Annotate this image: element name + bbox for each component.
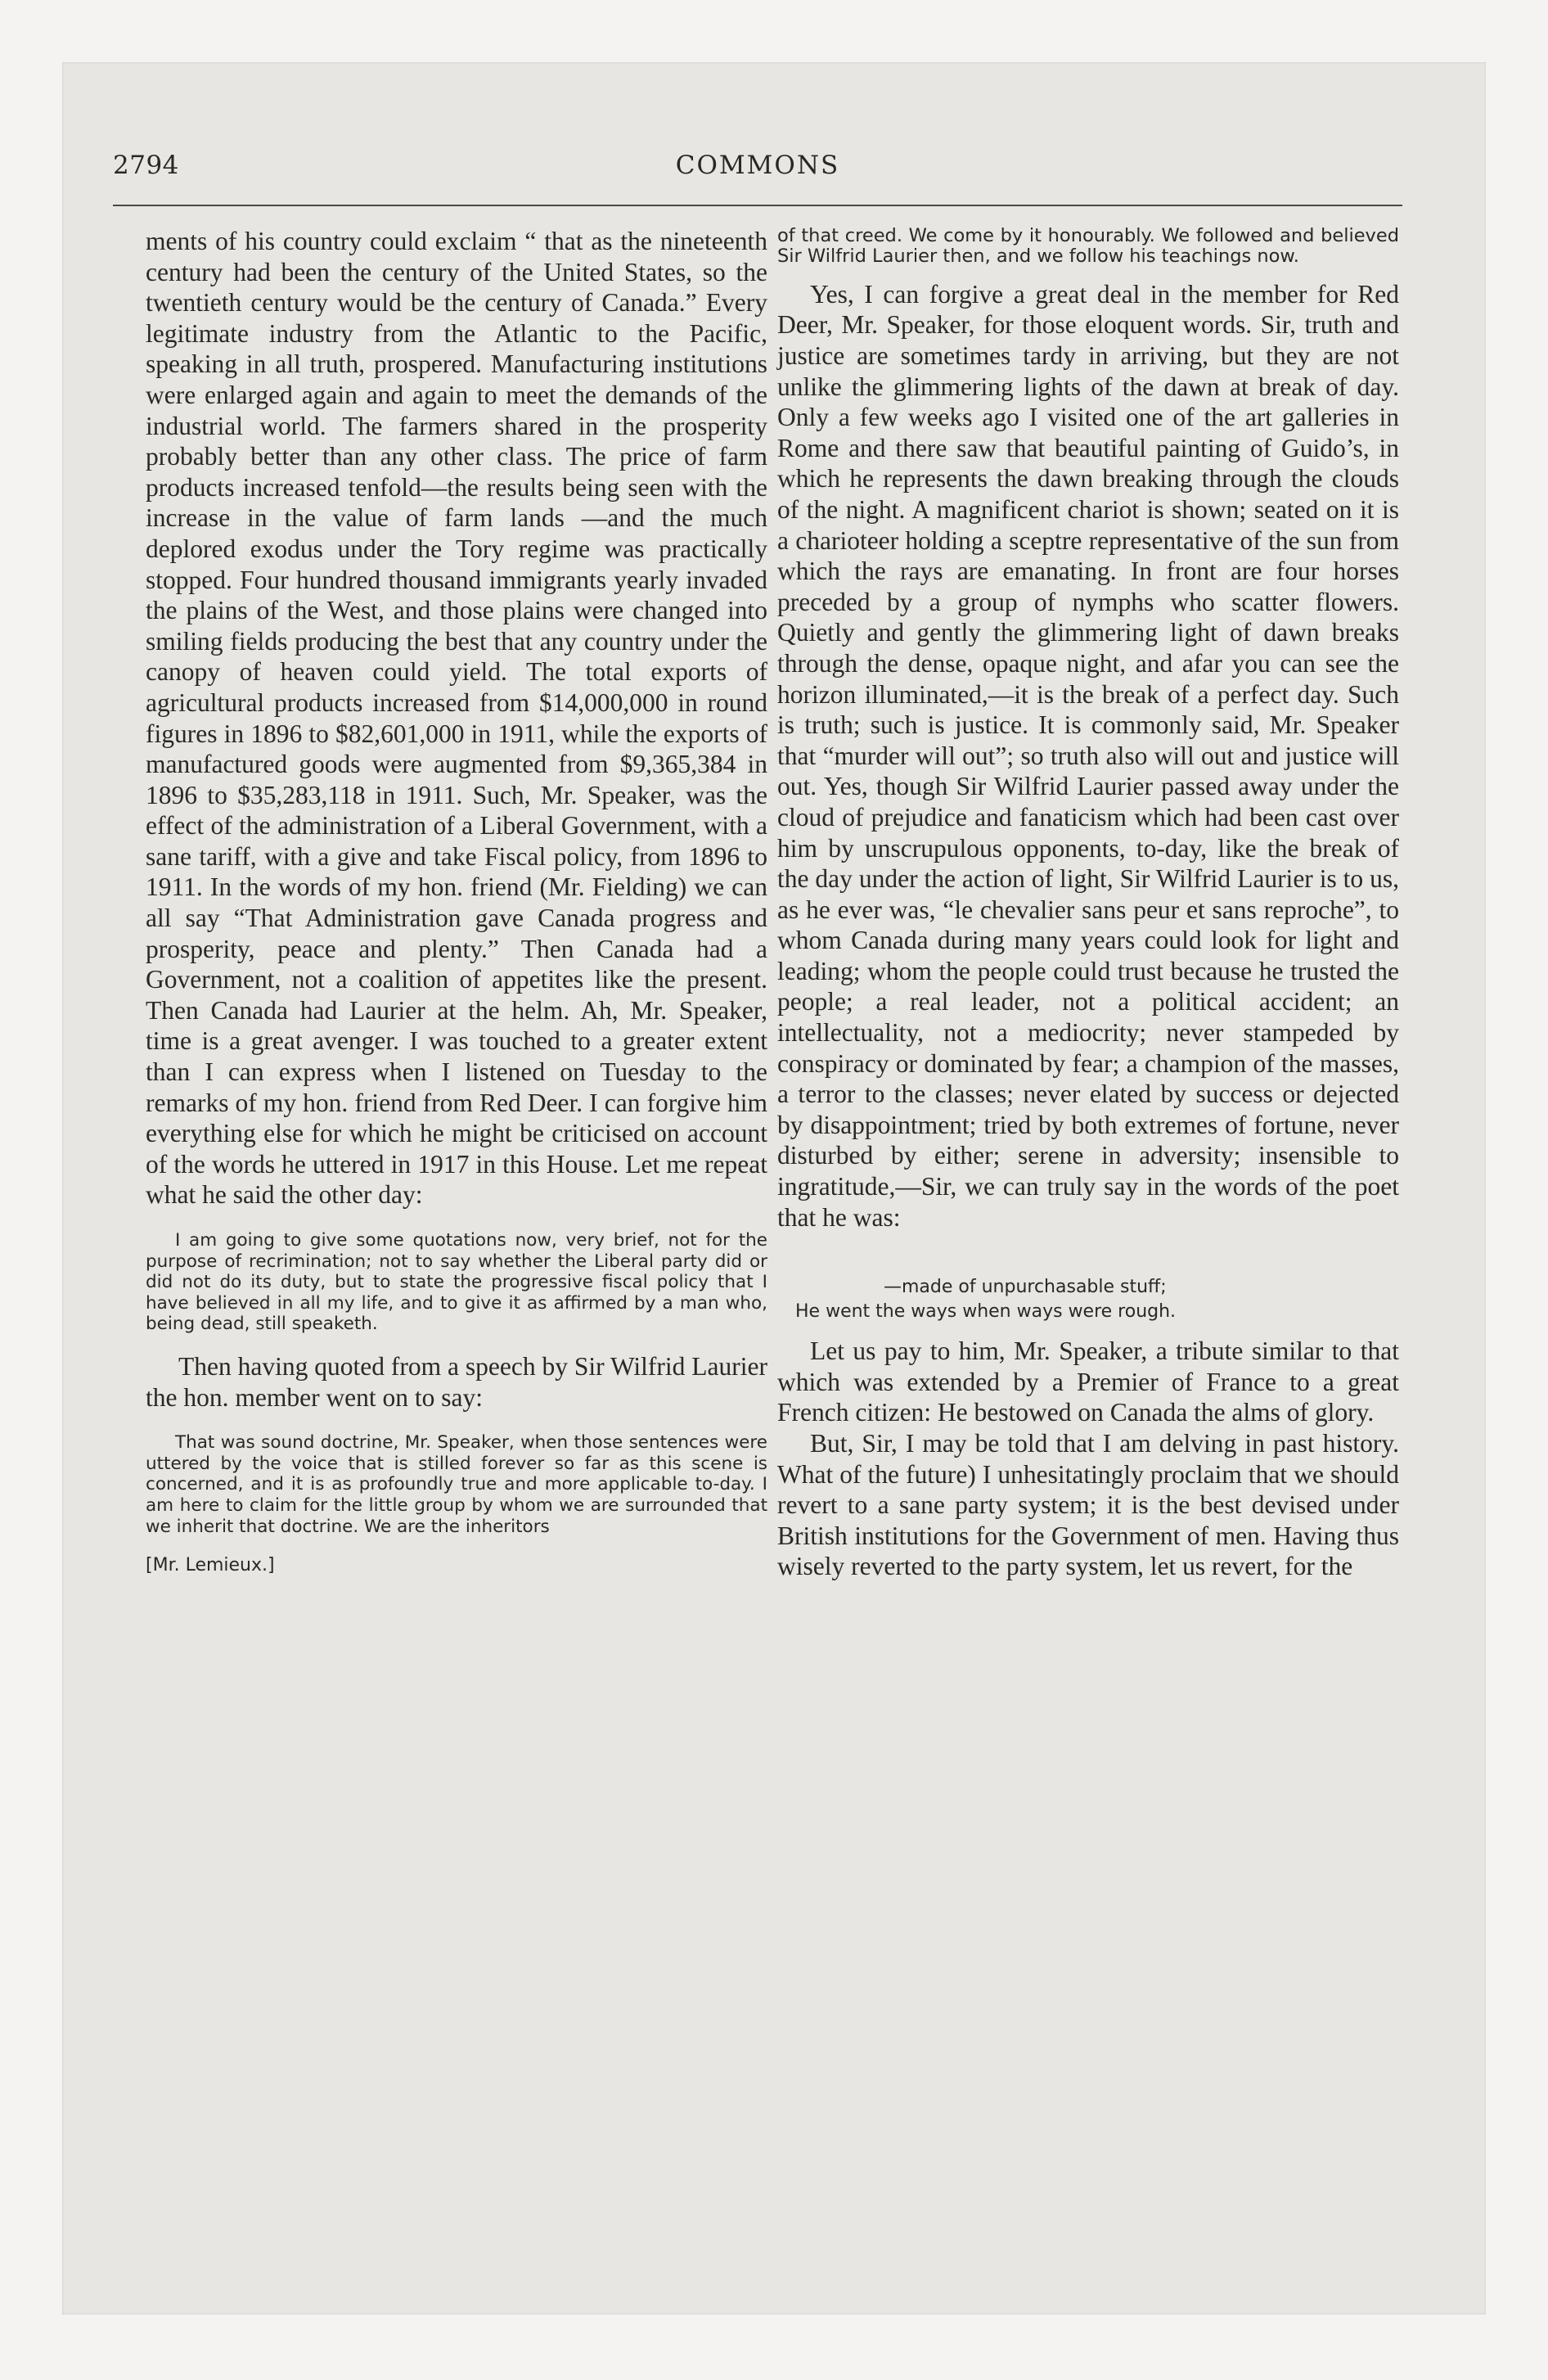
- left-quotation-1: I am going to give some quotations now, very brief, not for the purpose of recrimination; not to say whether the Liberal party did or did not do its duty, but to state the progressive fiscal policy that I have believed in all my life, and to give it as affirmed by a man who, being dead, still speaketh.: [146, 1230, 767, 1335]
- right-paragraph-3: But, Sir, I may be told that I am delving in past history. What of the future) I unhesitatingly proclaim that we should revert to a sane party system; it is the best devised under British institutions for the Government of men. Having thus wisely reverted to the party system, let us revert, for the: [777, 1429, 1399, 1581]
- left-column: [146, 226, 767, 1575]
- page-number: 2794: [113, 151, 179, 180]
- left-quotation-2: That was sound doctrine, Mr. Speaker, when those sentences were uttered by the voice that is stilled forever so far as this scene is concerned, and it is as profoundly true and more applicable to-day. I am here to claim for the little group by whom we are surrounded that we inherit that doctrine. We are the inheritors: [146, 1432, 767, 1537]
- page-header: [113, 151, 1402, 196]
- verse-quotation: [777, 1275, 1399, 1324]
- right-quotation-continued: of that creed. We come by it honourably. We followed and believed Sir Wilfrid Laurier then, and we follow his teachings now.: [777, 225, 1399, 268]
- header-rule: [113, 205, 1402, 206]
- left-paragraph-2: Then having quoted from a speech by Sir Wilfrid Laurier the hon. member went on to say:: [146, 1351, 767, 1412]
- right-paragraph-2: Let us pay to him, Mr. Speaker, a tribute similar to that which was extended by a Premier of France to a great French citizen: He bestowed on Canada the alms of glory.: [777, 1336, 1399, 1427]
- right-paragraph-1: Yes, I can forgive a great deal in the member for Red Deer, Mr. Speaker, for those eloquent words. Sir, truth and justice are sometimes tardy in arriving, but they are not unlike the glimmering lights of the dawn at break of day. Only a few weeks ago I visited one of the art galleries in Rome and there saw that beautiful painting of Guido’s, in which he represents the dawn breaking through the clouds of the night. A magnificent chariot is shown; seated on it is a charioteer holding a sceptre representative of the sun from which the rays are emanating. In front are four horses preceded by a group of nymphs who scatter flowers. Quietly and gently the glimmering light of dawn breaks through the dense, opaque night, and afar you can see the horizon illuminated,—it is the break of a perfect day. Such is truth; such is justice. It is commonly said, Mr. Speaker that “murder will out”; so truth also will out and justice will out. Yes, though Sir Wilfrid Laurier passed away under the cloud of prejudice and fanaticism which had been cast over him by unscrupulous opponents, to-day, like the break of the day under the action of light, Sir Wilfrid Laurier is to us, as he ever was, “le chevalier sans peur et sans reproche”, to whom Canada during many years could look for light and leading; whom the people could trust because he trusted the people; a real leader, not a political accident; an intellectuality, not a mediocrity; never stampeded by conspiracy or dominated by fear; a champion of the masses, a terror to the classes; never elated by success or dejected by disappointment; tried by both extremes of fortune, never disturbed by either; serene in adversity; insensible to ingratitude,—Sir, we can truly say in the words of the poet that he was:: [777, 279, 1399, 1232]
- left-paragraph-1: ments of his country could exclaim “ that as the nineteenth century had been the century of the United States, so the twentieth century would be the century of Canada.” Every legitimate industry from the Atlantic to the Pacific, speaking in all truth, prospered. Manufacturing institutions were enlarged again and again to meet the demands of the industrial world. The farmers shared in the prosperity probably better than any other class. The price of farm products increased tenfold—the results being seen with the increase in the value of farm lands —and the much deplored exodus under the Tory regime was practically stopped. Four hundred thousand immigrants yearly invaded the plains of the West, and those plains were changed into smiling fields producing the best that any country under the canopy of heaven could yield. The total exports of agricultural products increased from $14,000,000 in round figures in 1896 to $82,601,000 in 1911, while the exports of manufactured goods were augmented from $9,365,384 in 1896 to $35,283,118 in 1911. Such, Mr. Speaker, was the effect of the administration of a Liberal Government, with a sane tariff, with a give and take Fiscal policy, from 1896 to 1911. In the words of my hon. friend (Mr. Fielding) we can all say “That Administration gave Canada progress and prosperity, peace and plenty.” Then Canada had a Government, not a coalition of appetites like the present. Then Canada had Laurier at the helm. Ah, Mr. Speaker, time is a great avenger. I was touched to a greater extent than I can express when I listened on Tuesday to the remarks of my hon. friend from Red Deer. I can forgive him everything else for which he might be criticised on account of the words he uttered in 1917 in this House. Let me repeat what he said the other day:: [146, 227, 767, 1210]
- speaker-tag: [Mr. Lemieux.]: [146, 1555, 275, 1576]
- verse-line-2: He went the ways when ways were rough.: [795, 1301, 1177, 1323]
- right-column: [777, 226, 1399, 1582]
- verse-line-1: —made of unpurchasable stuff;: [884, 1277, 1167, 1298]
- running-head: COMMONS: [675, 151, 840, 180]
